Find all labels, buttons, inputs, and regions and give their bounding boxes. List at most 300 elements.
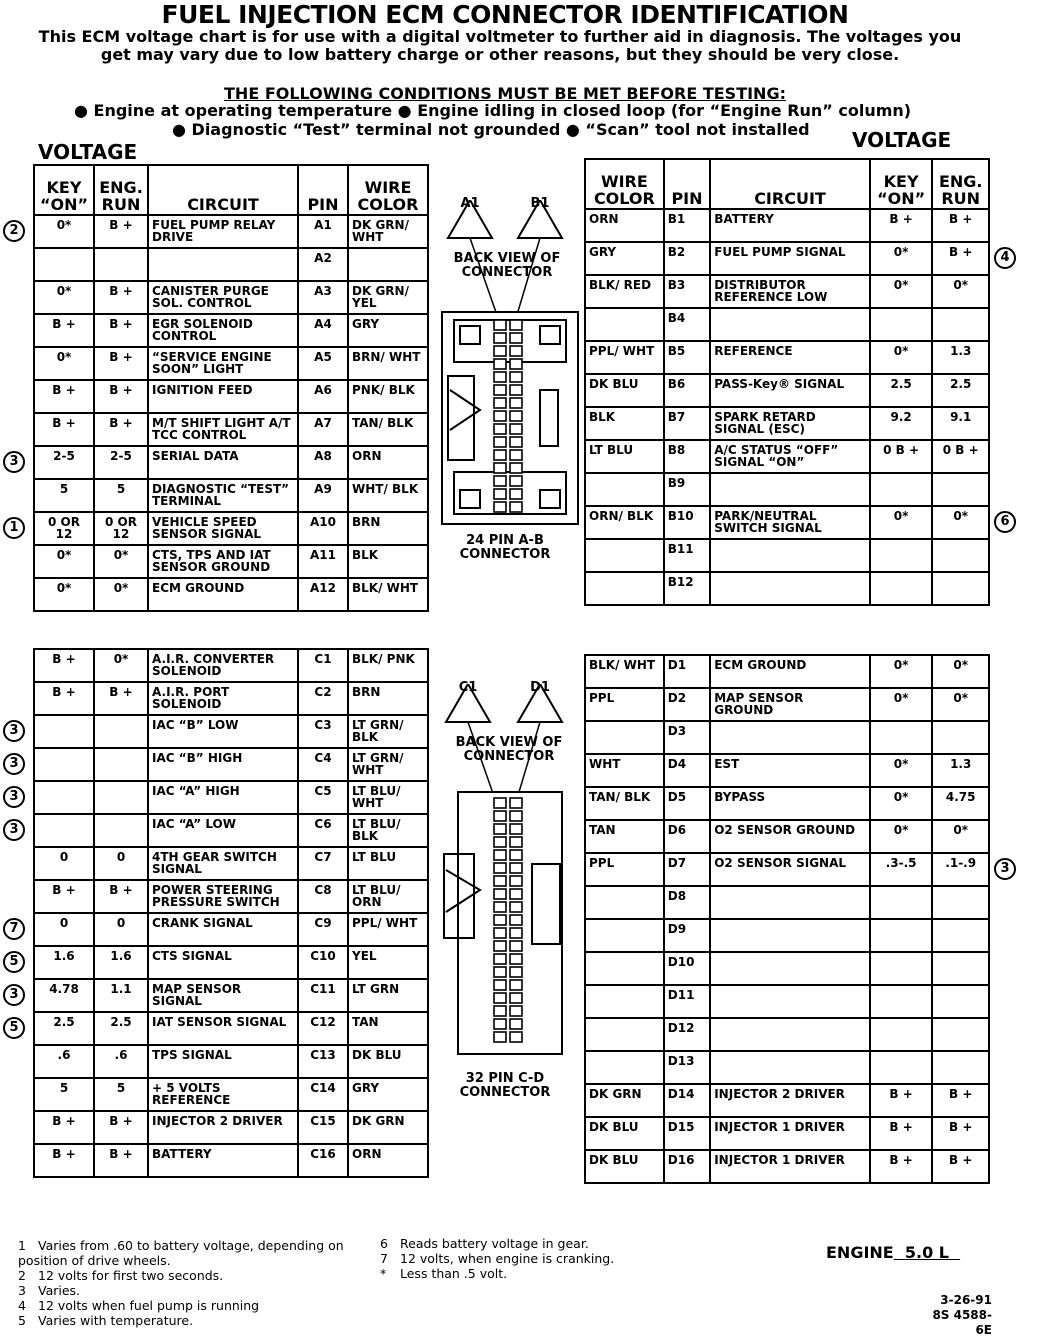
footnote-text: Varies with temperature. (38, 1313, 194, 1328)
note-marker: 3 (3, 720, 25, 742)
key-on-voltage (870, 1051, 933, 1084)
pin-id: D12 (664, 1018, 710, 1051)
key-on-voltage (870, 919, 933, 952)
key-on-voltage (870, 572, 933, 605)
footnote (18, 1238, 358, 1268)
pin-cavity-left (494, 398, 506, 408)
header-eng-run: ENG. RUN (932, 159, 989, 209)
pin-id: D9 (664, 919, 710, 952)
note-marker: 3 (3, 819, 25, 841)
key-on-voltage: B + (34, 314, 94, 347)
footnote-text: 12 volts for first two seconds. (38, 1268, 224, 1283)
pin-cavity-left (494, 385, 506, 395)
wire-color: PPL/ WHT (348, 913, 428, 946)
key-on-voltage: 0* (870, 787, 933, 820)
table-row (34, 814, 428, 847)
pin-id: D10 (664, 952, 710, 985)
footnotes-right (380, 1236, 700, 1281)
pin-cavity-left (494, 476, 506, 486)
key-on-voltage: 0 OR 12 (34, 512, 94, 545)
engine-run-voltage: 0* (932, 506, 989, 539)
ecm-table-d (584, 654, 990, 1184)
pin-cavity-left (494, 915, 506, 925)
key-on-voltage: B + (34, 413, 94, 446)
tag-c1-label: C1 (458, 680, 478, 695)
circuit-name: 4TH GEAR SWITCH SIGNAL (148, 847, 298, 880)
pin-cavity-right (510, 902, 522, 912)
pin-id: A11 (298, 545, 348, 578)
key-on-voltage: 2.5 (34, 1012, 94, 1045)
connector-cd-caption-1: 32 PIN C-D (465, 1071, 545, 1086)
key-on-voltage: 9.2 (870, 407, 933, 440)
table-row (585, 473, 989, 506)
table-row (585, 374, 989, 407)
engine-run-voltage (94, 748, 148, 781)
wire-color (585, 952, 664, 985)
table-row (34, 248, 428, 281)
key-on-voltage (870, 539, 933, 572)
circuit-name: O2 SENSOR SIGNAL (710, 853, 870, 886)
pin-cavity-right (510, 385, 522, 395)
header-wire-color: WIRE COLOR (348, 165, 428, 215)
table-row (585, 572, 989, 605)
pin-cavity-left (494, 967, 506, 977)
pin-cavity-left (494, 346, 506, 356)
pin-id: D15 (664, 1117, 710, 1150)
wire-color: PNK/ BLK (348, 380, 428, 413)
circuit-name: FUEL PUMP SIGNAL (710, 242, 870, 275)
condition-line-1: ● Engine at operating temperature ● Engine idling in closed loop (for “Engine Run” column) (74, 101, 912, 120)
pin-id: B8 (664, 440, 710, 473)
header-wire-color: WIRE COLOR (585, 159, 664, 209)
wire-color: LT BLU/ ORN (348, 880, 428, 913)
pin-id: D8 (664, 886, 710, 919)
wire-color: TAN (585, 820, 664, 853)
wire-color: ORN/ BLK (585, 506, 664, 539)
header-pin: PIN (298, 165, 348, 215)
pin-id: A9 (298, 479, 348, 512)
table-row (34, 1078, 428, 1111)
connector-cd-caption-2: CONNECTOR (459, 1085, 551, 1100)
pin-id: B7 (664, 407, 710, 440)
circuit-name (148, 248, 298, 281)
pin-cavity-left (494, 980, 506, 990)
table-row (585, 1018, 989, 1051)
wire-color: TAN/ BLK (585, 787, 664, 820)
footnote-number: 1 (18, 1238, 26, 1253)
pin-cavity-right (510, 398, 522, 408)
table-row (34, 649, 428, 682)
circuit-name (710, 308, 870, 341)
pin-cavity-left (494, 450, 506, 460)
key-on-voltage: 0* (870, 688, 933, 721)
engine-run-voltage (932, 919, 989, 952)
pin-cavity-right (510, 502, 522, 512)
pin-cavity-right (510, 967, 522, 977)
engine-run-voltage (94, 248, 148, 281)
pin-cavity-right (510, 980, 522, 990)
key-on-voltage: B + (870, 209, 933, 242)
circuit-name: BATTERY (148, 1144, 298, 1177)
table-row (34, 479, 428, 512)
pin-cavity-right (510, 941, 522, 951)
circuit-name: INJECTOR 1 DRIVER (710, 1150, 870, 1183)
circuit-name: DIAGNOSTIC “TEST” TERMINAL (148, 479, 298, 512)
pin-id: D16 (664, 1150, 710, 1183)
pin-id: D3 (664, 721, 710, 754)
pin-id: D1 (664, 655, 710, 688)
intro-line-1: This ECM voltage chart is for use with a digital voltmeter to further aid in diagnosis. The voltages you (38, 27, 962, 46)
voltage-label-left: VOLTAGE (38, 140, 138, 164)
key-on-voltage (34, 814, 94, 847)
key-on-voltage (34, 715, 94, 748)
engine-run-voltage: .6 (94, 1045, 148, 1078)
engine-run-voltage: B + (94, 215, 148, 248)
header-eng-run: ENG. RUN (94, 165, 148, 215)
table-row (34, 413, 428, 446)
pin-cavity-left (494, 954, 506, 964)
condition-line-2: ● Diagnostic “Test” terminal not grounded ● “Scan” tool not installed (172, 120, 810, 139)
pin-cavity-left (494, 411, 506, 421)
table-row (34, 512, 428, 545)
circuit-name: + 5 VOLTS REFERENCE (148, 1078, 298, 1111)
pin-cavity-right (510, 915, 522, 925)
pin-id: C11 (298, 979, 348, 1012)
key-on-voltage: 5 (34, 479, 94, 512)
key-on-voltage: 0* (870, 754, 933, 787)
circuit-name: FUEL PUMP RELAY DRIVE (148, 215, 298, 248)
wire-color: GRY (585, 242, 664, 275)
header-circuit: CIRCUIT (148, 165, 298, 215)
circuit-name (710, 572, 870, 605)
pin-id: C14 (298, 1078, 348, 1111)
wire-color: LT BLU/ WHT (348, 781, 428, 814)
table-row (34, 979, 428, 1012)
pin-id: C6 (298, 814, 348, 847)
key-on-voltage: 0* (34, 347, 94, 380)
pin-cavity-right (510, 837, 522, 847)
circuit-name: IAC “A” LOW (148, 814, 298, 847)
pin-cavity-left (494, 850, 506, 860)
pin-cavity-right (510, 876, 522, 886)
table-row (34, 748, 428, 781)
table-row (34, 347, 428, 380)
engine-run-voltage (932, 473, 989, 506)
pin-cavity-right (510, 1032, 522, 1042)
note-marker: 2 (3, 220, 25, 242)
table-row (585, 820, 989, 853)
engine-run-voltage: B + (932, 1117, 989, 1150)
wire-color: LT BLU (348, 847, 428, 880)
table-row (585, 242, 989, 275)
pin-id: C3 (298, 715, 348, 748)
circuit-name: INJECTOR 2 DRIVER (710, 1084, 870, 1117)
pin-id: A12 (298, 578, 348, 611)
wire-color: WHT/ BLK (348, 479, 428, 512)
key-on-voltage: B + (34, 649, 94, 682)
table-row (585, 1150, 989, 1183)
pin-id: C9 (298, 913, 348, 946)
engine-run-voltage: 2-5 (94, 446, 148, 479)
note-marker: 5 (3, 951, 25, 973)
engine-run-voltage (932, 308, 989, 341)
ecm-table-c (33, 648, 429, 1178)
key-on-voltage (34, 748, 94, 781)
doc-number: 8S 4588-6E (932, 1308, 992, 1337)
table-row (585, 886, 989, 919)
pin-cavity-right (510, 320, 522, 330)
pin-id: D11 (664, 985, 710, 1018)
table-row (585, 952, 989, 985)
table-row (585, 275, 989, 308)
footnote-text: Varies from .60 to battery voltage, depending on position of drive wheels. (18, 1238, 344, 1268)
circuit-name (710, 919, 870, 952)
table-row (34, 880, 428, 913)
table-row (585, 853, 989, 886)
pin-cavity-right (510, 811, 522, 821)
key-on-voltage: 5 (34, 1078, 94, 1111)
connector-ab-caption (430, 534, 580, 562)
table-row (585, 341, 989, 374)
circuit-name: ECM GROUND (148, 578, 298, 611)
table-row (34, 446, 428, 479)
connector-ab-diagram (440, 196, 580, 540)
key-on-voltage: .6 (34, 1045, 94, 1078)
pin-cavity-left (494, 811, 506, 821)
engine-run-voltage: B + (932, 242, 989, 275)
pin-cavity-right (510, 1019, 522, 1029)
wire-color: LT BLU (585, 440, 664, 473)
engine-run-voltage (94, 814, 148, 847)
key-on-voltage: 0 B + (870, 440, 933, 473)
circuit-name (710, 1018, 870, 1051)
footnote-text: Varies. (38, 1283, 81, 1298)
pin-id: B11 (664, 539, 710, 572)
key-on-voltage: 0* (34, 281, 94, 314)
pin-cavity-left (494, 437, 506, 447)
pin-id: C4 (298, 748, 348, 781)
wire-color: PPL/ WHT (585, 341, 664, 374)
footnote-number: 2 (18, 1268, 26, 1283)
engine-label-text: ENGINE (826, 1243, 894, 1262)
pin-cavity-right (510, 954, 522, 964)
pin-id: D6 (664, 820, 710, 853)
pin-id: A7 (298, 413, 348, 446)
key-on-voltage: 0* (870, 655, 933, 688)
pin-id: B10 (664, 506, 710, 539)
note-marker: 3 (3, 753, 25, 775)
wire-color: LT GRN (348, 979, 428, 1012)
key-on-voltage: 1.6 (34, 946, 94, 979)
pin-id: A5 (298, 347, 348, 380)
connector-ab-caption-2: CONNECTOR (459, 547, 551, 562)
pin-cavity-right (510, 993, 522, 1003)
pin-cavity-left (494, 889, 506, 899)
note-marker: 4 (994, 247, 1016, 269)
tag-b1-label: B1 (530, 196, 550, 211)
table-row (585, 308, 989, 341)
wire-color: BLK/ WHT (585, 655, 664, 688)
pin-id: A3 (298, 281, 348, 314)
table-row (585, 209, 989, 242)
header-key-on: KEY “ON” (34, 165, 94, 215)
circuit-name: TPS SIGNAL (148, 1045, 298, 1078)
circuit-name: ECM GROUND (710, 655, 870, 688)
table-row (585, 1051, 989, 1084)
circuit-name: SERIAL DATA (148, 446, 298, 479)
footnotes-left (18, 1238, 358, 1328)
wire-color: BRN (348, 682, 428, 715)
doc-footer (922, 1293, 992, 1338)
table-row (34, 682, 428, 715)
key-on-voltage: 0 (34, 847, 94, 880)
footnote-number: 6 (380, 1236, 388, 1251)
engine-run-voltage (932, 985, 989, 1018)
intro-line-2: get may vary due to low battery charge or other reasons, but they should be very close. (100, 45, 900, 64)
engine-run-voltage: B + (94, 413, 148, 446)
circuit-name: A/C STATUS “OFF” SIGNAL “ON” (710, 440, 870, 473)
pin-cavity-left (494, 359, 506, 369)
engine-run-voltage: 0* (932, 655, 989, 688)
pin-cavity-right (510, 372, 522, 382)
pin-id: B6 (664, 374, 710, 407)
table-row (34, 314, 428, 347)
wire-color: DK BLU (585, 1117, 664, 1150)
note-marker: 3 (3, 451, 25, 473)
footnote-text: Less than .5 volt. (400, 1266, 508, 1281)
pin-id: B9 (664, 473, 710, 506)
wire-color (585, 473, 664, 506)
pin-cavity-right (510, 1006, 522, 1016)
table-row (34, 1111, 428, 1144)
circuit-name: IAC “B” LOW (148, 715, 298, 748)
engine-run-voltage: B + (94, 880, 148, 913)
pin-id: B5 (664, 341, 710, 374)
engine-run-voltage: 0 (94, 847, 148, 880)
table-row (585, 688, 989, 721)
engine-run-voltage (932, 1018, 989, 1051)
engine-run-voltage: B + (94, 314, 148, 347)
voltage-label-right: VOLTAGE (852, 128, 952, 152)
table-row (34, 946, 428, 979)
pin-cavity-right (510, 863, 522, 873)
header-pin: PIN (664, 159, 710, 209)
table-row (585, 539, 989, 572)
circuit-name: EGR SOLENOID CONTROL (148, 314, 298, 347)
wire-color: PPL (585, 688, 664, 721)
engine-label (826, 1243, 960, 1262)
circuit-name (710, 886, 870, 919)
pin-id: D4 (664, 754, 710, 787)
table-row (34, 1045, 428, 1078)
key-on-voltage: B + (870, 1150, 933, 1183)
pin-id: C16 (298, 1144, 348, 1177)
engine-run-voltage: 1.3 (932, 754, 989, 787)
tag-d1-label: D1 (530, 680, 550, 695)
table-row (585, 985, 989, 1018)
key-on-voltage: 0* (870, 341, 933, 374)
pin-id: A1 (298, 215, 348, 248)
circuit-name: POWER STEERING PRESSURE SWITCH (148, 880, 298, 913)
pin-id: C7 (298, 847, 348, 880)
pin-id: B1 (664, 209, 710, 242)
wire-color (348, 248, 428, 281)
intro-text (20, 28, 980, 64)
pin-cavity-left (494, 424, 506, 434)
note-marker: 1 (3, 517, 25, 539)
engine-run-voltage: 0* (932, 820, 989, 853)
engine-run-voltage: B + (94, 347, 148, 380)
footnote-number: 3 (18, 1283, 26, 1298)
pin-id: A2 (298, 248, 348, 281)
circuit-name: IAC “A” HIGH (148, 781, 298, 814)
pin-id: A10 (298, 512, 348, 545)
table-row (34, 1144, 428, 1177)
pin-id: D2 (664, 688, 710, 721)
table-row (585, 754, 989, 787)
footnote-text: 12 volts when fuel pump is running (38, 1298, 260, 1313)
key-on-voltage (34, 781, 94, 814)
circuit-name: INJECTOR 1 DRIVER (710, 1117, 870, 1150)
engine-run-voltage: 0* (94, 649, 148, 682)
engine-run-voltage: B + (932, 1150, 989, 1183)
engine-run-voltage (932, 539, 989, 572)
key-on-voltage (870, 1018, 933, 1051)
engine-run-voltage: 0 B + (932, 440, 989, 473)
wire-color: ORN (348, 446, 428, 479)
footnote-text: Reads battery voltage in gear. (400, 1236, 589, 1251)
engine-run-voltage (932, 952, 989, 985)
note-marker: 3 (3, 984, 25, 1006)
table-row (34, 215, 428, 248)
key-on-voltage: .3-.5 (870, 853, 933, 886)
doc-date: 3-26-91 (940, 1293, 992, 1307)
pin-cavity-right (510, 411, 522, 421)
tag-a1-label: A1 (460, 196, 480, 211)
pin-id: C10 (298, 946, 348, 979)
note-marker: 3 (3, 786, 25, 808)
table-header-row (34, 165, 428, 215)
table-row (34, 847, 428, 880)
circuit-name: MAP SENSOR SIGNAL (148, 979, 298, 1012)
page-title: FUEL INJECTION ECM CONNECTOR IDENTIFICATION (161, 0, 849, 29)
engine-run-voltage (932, 572, 989, 605)
footnote-number: 7 (380, 1251, 388, 1266)
pin-id: D5 (664, 787, 710, 820)
pin-cavity-left (494, 320, 506, 330)
table-row (34, 1012, 428, 1045)
engine-run-voltage: .1-.9 (932, 853, 989, 886)
pin-cavity-left (494, 1032, 506, 1042)
table-row (585, 919, 989, 952)
engine-run-voltage: 9.1 (932, 407, 989, 440)
wire-color: BLK/ PNK (348, 649, 428, 682)
circuit-name: CRANK SIGNAL (148, 913, 298, 946)
engine-run-voltage: 0* (94, 578, 148, 611)
pin-cavity-right (510, 889, 522, 899)
key-on-voltage: B + (34, 1144, 94, 1177)
key-on-voltage: 2.5 (870, 374, 933, 407)
circuit-name: EST (710, 754, 870, 787)
engine-run-voltage: 1.3 (932, 341, 989, 374)
wire-color: DK BLU (585, 1150, 664, 1183)
pin-cavity-left (494, 941, 506, 951)
pin-cavity-left (494, 463, 506, 473)
engine-run-voltage: B + (932, 209, 989, 242)
key-on-voltage: 0* (34, 578, 94, 611)
engine-run-voltage: 0 (94, 913, 148, 946)
engine-run-voltage: 2.5 (932, 374, 989, 407)
